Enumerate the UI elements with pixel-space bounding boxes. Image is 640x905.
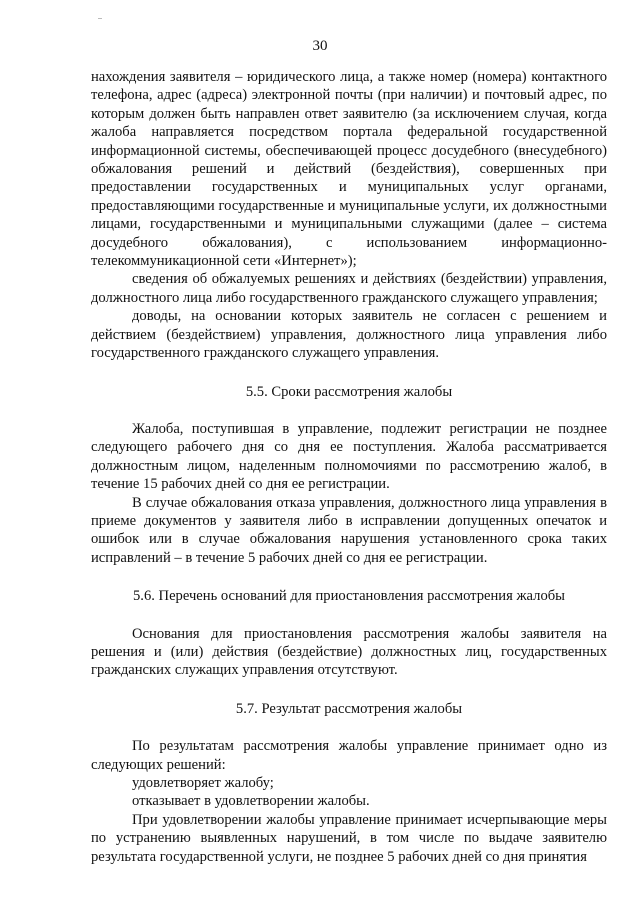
paragraph-suspension-grounds: Основания для приостановления рассмотрения жалобы заявителя на решения и (или) действия (бездействие) должностных лиц, государственных гражданских служащих управления отсутствуют. — [91, 625, 607, 679]
paragraph-remedy-measures: При удовлетворении жалобы управление принимает исчерпывающие меры по устранению выявленных нарушений, в том числе по выдаче заявителю результата государственной услуги, не позднее 5 рабочих дней со дня принятия — [91, 811, 607, 865]
paragraph-applicant-address: нахождения заявителя – юридического лица, а также номер (номера) контактного телефона, адрес (адреса) электронной почты (при наличии) и почтовый адрес, по которым должен быть направлен ответ заявителю (за исключением случая, когда жалоба направляется посредством портала федеральной государственной информационной системы, обеспечивающей процесс досудебного (внесудебного) обжалования решений и действий (бездействия), совершенных при предоставлении государственных и муниципальных услуг органами, предоставляющими государственные и муниципальные услуги, их должностными лицами, государственными и муниципальными служащими (далее – система досудебного обжалования), с использованием информационно-телекоммуникационной сети «Интернет»); — [91, 69, 607, 270]
document-body — [91, 68, 607, 866]
page-number: 30 — [312, 38, 328, 54]
paragraph-satisfies: удовлетворяет жалобу; — [132, 775, 274, 791]
scan-mark — [98, 18, 102, 19]
heading-5-6: 5.6. Перечень оснований для приостановления рассмотрения жалобы — [133, 588, 565, 605]
paragraph-refusal-term: В случае обжалования отказа управления, должностного лица управления в приеме документов у заявителя либо в исправлении допущенных опечаток и ошибок или в случае обжалования нарушения установленного срока таких исправлений – в течение 5 рабочих дней со дня ее регистрации. — [91, 494, 607, 566]
paragraph-arguments: доводы, на основании которых заявитель не согласен с решением и действием (бездействием) управления, должностного лица управления либо государственного гражданского служащего управления. — [91, 308, 607, 362]
heading-5-7: 5.7. Результат рассмотрения жалобы — [235, 700, 463, 717]
paragraph-refuses: отказывает в удовлетворении жалобы. — [132, 793, 370, 810]
paragraph-appealed-decisions: сведения об обжалуемых решениях и действиях (бездействии) управления, должностного лица либо государственного гражданского служащего управления; — [91, 271, 607, 306]
heading-5-5: 5.5. Сроки рассмотрения жалобы — [245, 383, 453, 400]
paragraph-registration-term: Жалоба, поступившая в управление, подлежит регистрации не позднее следующего рабочего дня со дня ее поступления. Жалоба рассматривается должностным лицом, наделенным полномочиями по рассмотрению жалоб, в течение 15 рабочих дней со дня ее регистрации. — [91, 420, 607, 493]
paragraph-decisions-intro: По результатам рассмотрения жалобы управление принимает одно из следующих решений: — [91, 738, 607, 773]
